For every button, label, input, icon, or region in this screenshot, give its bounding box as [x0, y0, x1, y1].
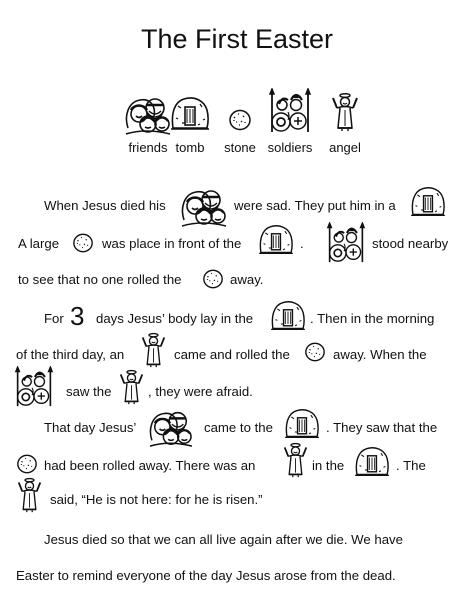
key-friends: [122, 92, 174, 155]
page-title: The First Easter: [140, 24, 334, 54]
friends-icon: [178, 184, 230, 228]
story-line-9: said, “He is not here: for he is risen.”: [50, 492, 263, 507]
tomb-icon: [410, 186, 446, 218]
stone-icon: [202, 268, 224, 290]
angel-icon: [118, 369, 145, 405]
story-line-10: Jesus died so that we can all live again after we die. We have: [44, 532, 403, 547]
key-label-tomb: tomb: [175, 140, 205, 155]
story-line-2c: .: [300, 236, 304, 251]
story-line-4a: For: [44, 311, 64, 326]
key-label-stone: stone: [224, 140, 256, 155]
stone-icon: [228, 108, 252, 132]
soldiers-icon: [14, 366, 54, 408]
friends-icon: [146, 406, 196, 448]
stone-icon: [304, 341, 326, 363]
story-line-8c: . The: [396, 458, 426, 473]
story-line-11: Easter to remind everyone of the day Jesus arose from the dead.: [16, 568, 396, 583]
story-line-5c: away. When the: [333, 347, 427, 362]
angel-icon: [16, 477, 43, 513]
story-line-1a: When Jesus died his: [44, 198, 166, 213]
tomb-icon: [170, 96, 210, 132]
tomb-icon: [270, 300, 306, 332]
story-line-7a: That day Jesus’: [44, 420, 137, 435]
story-line-2a: A large: [18, 236, 60, 251]
number-three: 3: [70, 301, 85, 331]
tomb-icon: [284, 408, 320, 440]
friends-icon: [122, 92, 174, 136]
key-soldiers: [267, 88, 313, 155]
story-line-8b: in the: [312, 458, 345, 473]
story-line-3a: to see that no one rolled the: [18, 272, 182, 287]
key-angel: [329, 92, 361, 155]
soldiers-icon: [268, 88, 312, 134]
stone-icon: [16, 453, 38, 475]
story-line-5b: came and rolled the: [174, 347, 290, 362]
tomb-icon: [354, 446, 390, 478]
story-line-6b: , they were afraid.: [148, 384, 253, 399]
key-tomb: [170, 96, 210, 155]
story-line-1b: were sad. They put him in a: [234, 198, 396, 213]
tomb-icon: [258, 224, 294, 256]
story-line-5a: of the third day, an: [16, 347, 125, 362]
story-line-7b: came to the: [204, 420, 273, 435]
story-line-7c: . They saw that the: [326, 420, 438, 435]
stone-icon: [72, 232, 94, 254]
story-line-6a: saw the: [66, 384, 112, 399]
story-line-4c: . Then in the morning: [310, 311, 435, 326]
story-line-4b: days Jesus’ body lay in the: [96, 311, 254, 326]
angel-icon: [282, 442, 309, 478]
story-line-3b: away.: [230, 272, 264, 287]
story-line-2d: stood nearby: [372, 236, 449, 251]
key-stone: [224, 108, 256, 155]
key-label-angel: angel: [329, 140, 361, 155]
story-line-2b: was place in front of the: [102, 236, 242, 251]
soldiers-icon: [326, 222, 366, 264]
key-label-friends: friends: [128, 140, 168, 155]
angel-icon: [140, 332, 167, 368]
key-label-soldiers: soldiers: [267, 140, 313, 155]
story-line-8a: had been rolled away. There was an: [44, 458, 256, 473]
angel-icon: [330, 92, 360, 132]
